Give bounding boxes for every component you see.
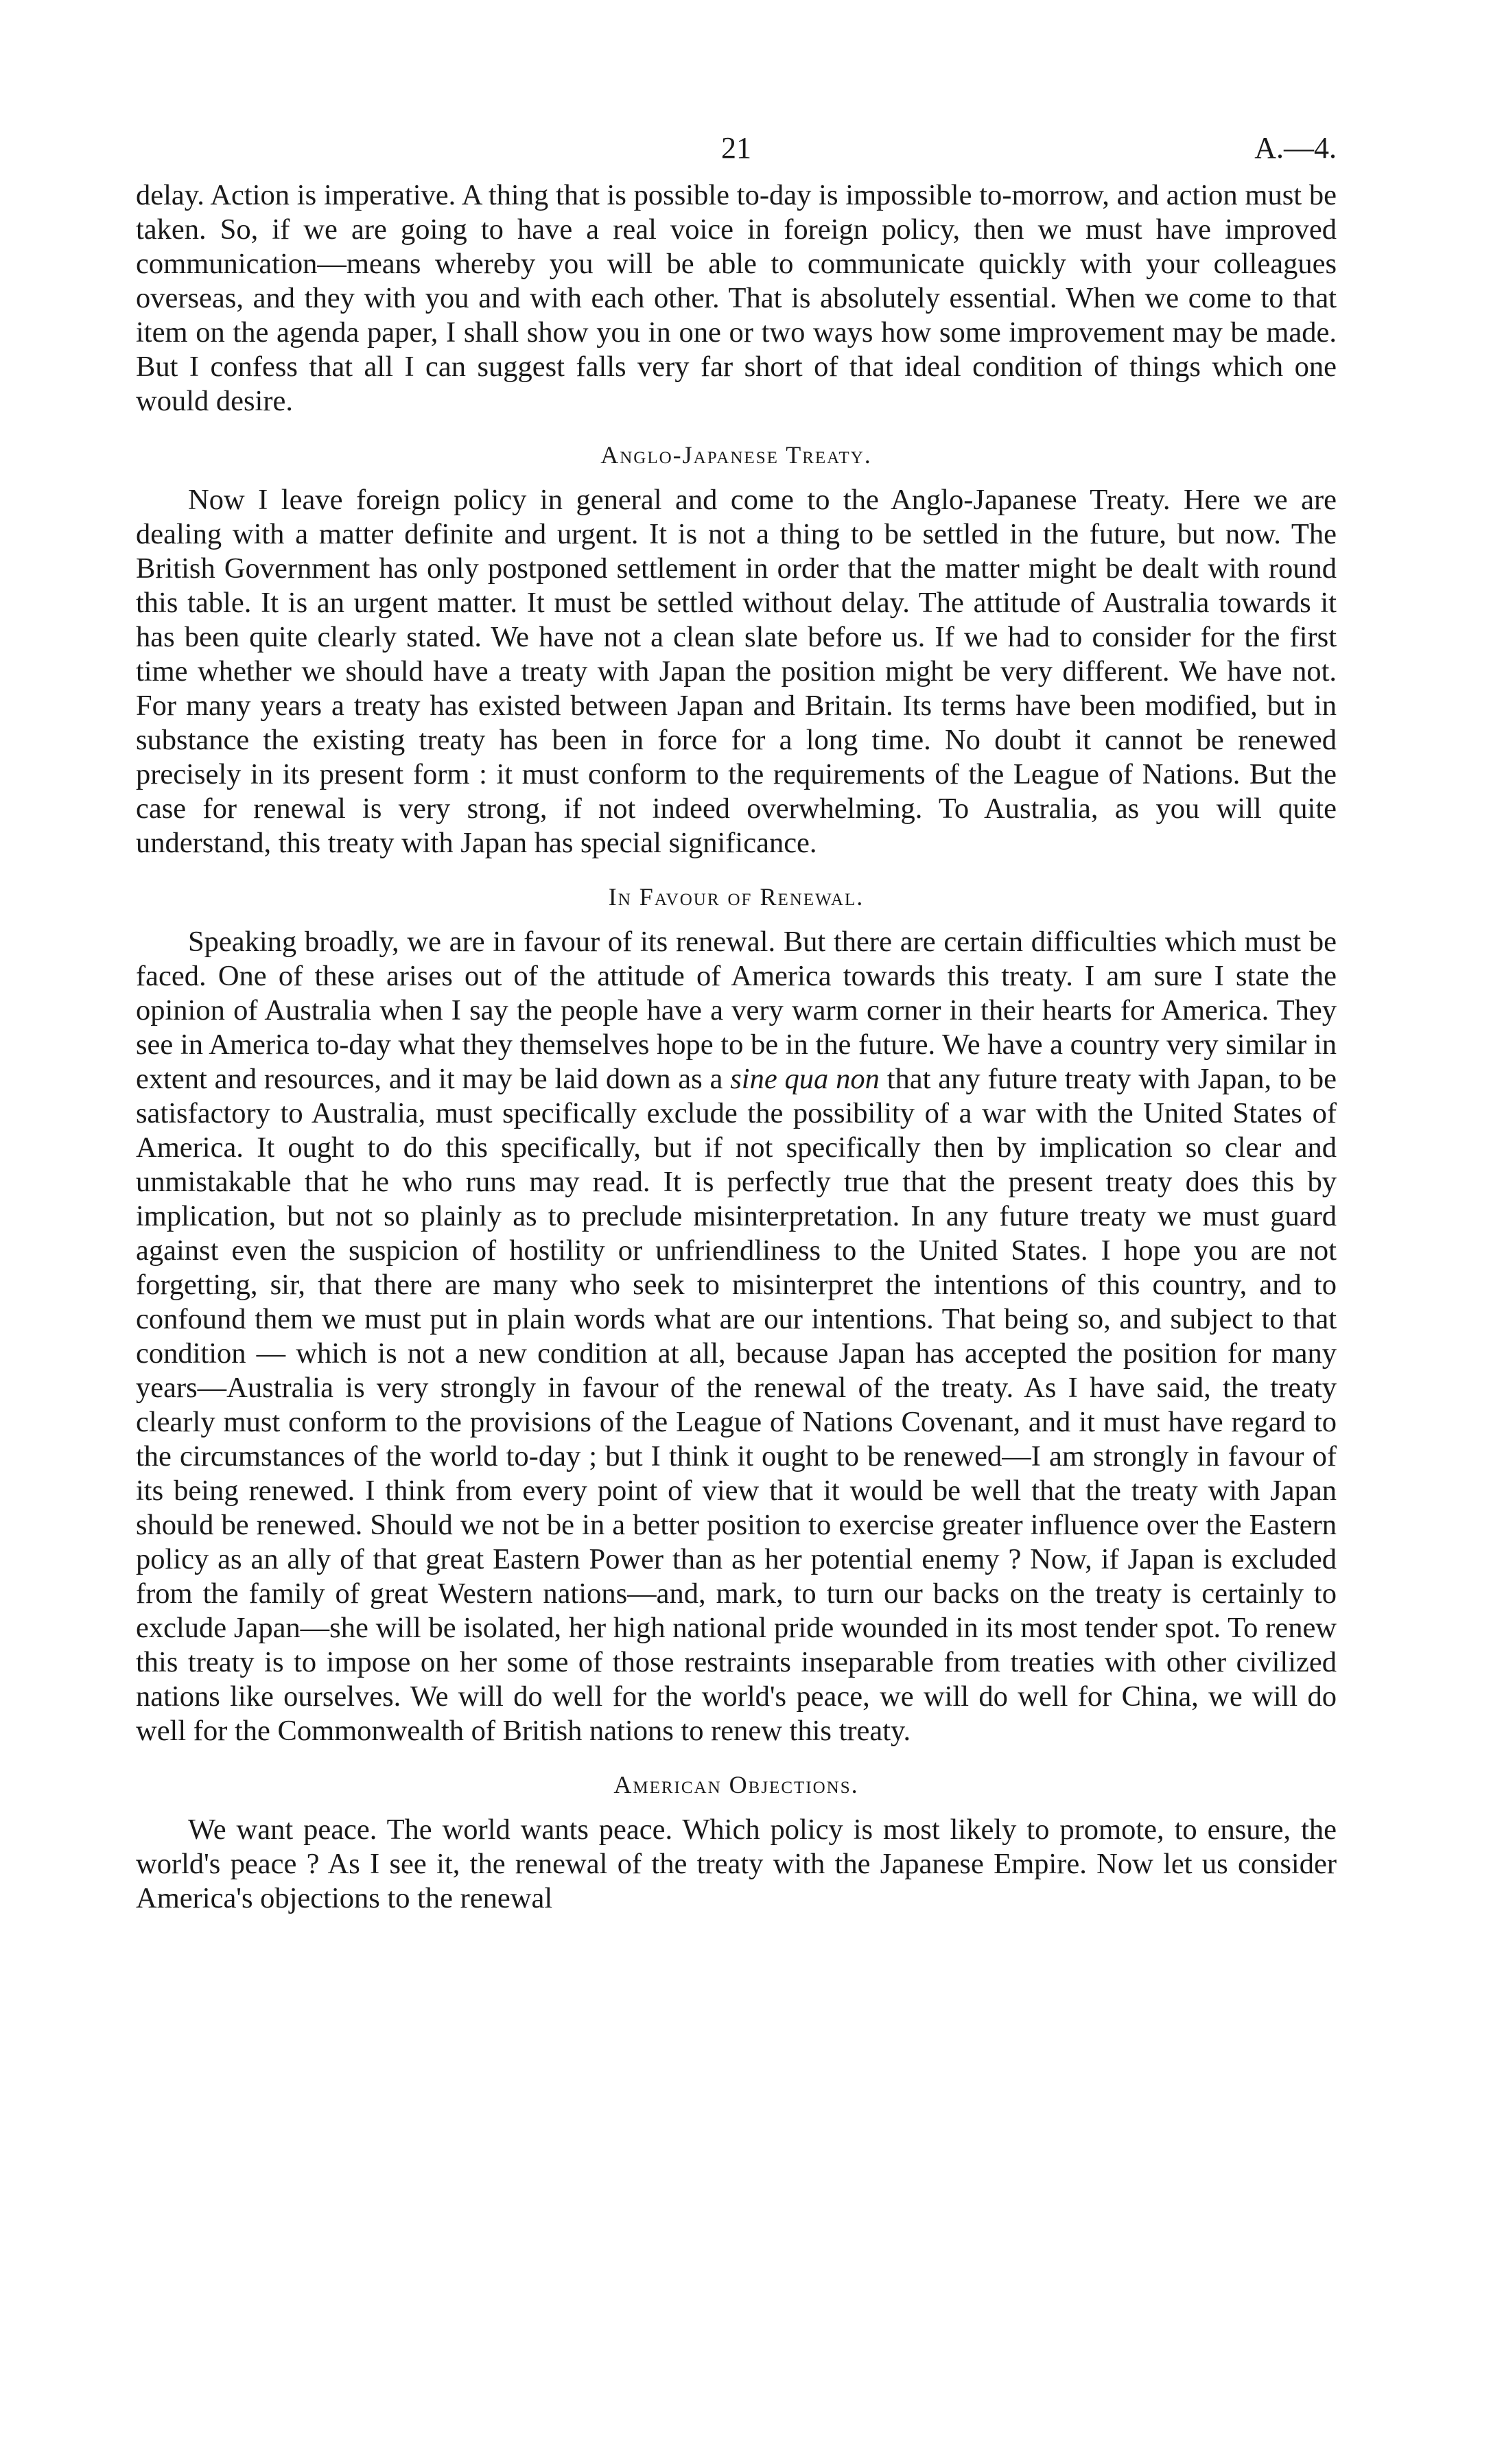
- document-reference: A.—4.: [1254, 131, 1337, 165]
- page-number: 21: [721, 131, 751, 165]
- anglo-japanese-paragraph: Now I leave foreign policy in general and come to the Anglo-Japanese Treaty. Here we are dealing with a matter definite and urgent. It is not a thing to be settled in the future, but now. The British Government has only postponed settlement in order that the matter might be dealt with round this table. It is an urgent matter. It must be settled without delay. The attitude of Australia towards it has been quite clearly stated. We have not a clean slate before us. If we had to consider for the first time whether we should have a treaty with Japan the position might be very different. We have not. For many years a treaty has existed between Japan and Britain. Its terms have been modified, but in substance the existing treaty has been in force for a long time. No doubt it cannot be renewed precisely in its present form : it must conform to the requirements of the League of Nations. But the case for renewal is very strong, if not indeed overwhelming. To Australia, as you will quite understand, this treaty with Japan has special significance.: [136, 484, 1337, 859]
- section-heading-in-favour-of-renewal: In Favour of Renewal.: [608, 883, 865, 911]
- intro-paragraph: delay. Action is imperative. A thing that is possible to-day is impossible to-morrow, and action must be taken. So, if we are going to have a real voice in foreign policy, then we must have improved communication—means whereby you will be able to communicate quickly with your colleagues overseas, and they with you and with each other. That is absolutely essential. When we come to that item on the agenda paper, I shall show you in one or two ways how some improvement may be made. But I confess that all I can suggest falls very far short of that ideal condition of things which one would desire.: [136, 179, 1337, 417]
- document-page: [136, 130, 1337, 1916]
- american-objections-paragraph: We want peace. The world wants peace. Which policy is most likely to promote, to ensure, the world's peace ? As I see it, the renewal of the treaty with the Japanese Empire. Now let us consider America's objections to the renewal: [136, 1814, 1337, 1914]
- page-header: [136, 130, 1337, 178]
- renewal-text-part-2: that any future treaty with Japan, to be satisfactory to Australia, must specifically exclude the possibility of a war with the United States of America. It ought to do this specifically, but if not specifically then by implication so clear and unmistakable that he who runs may read. It is perfectly true that the present treaty does this by implication, but not so plainly as to preclude misinterpretation. In any future treaty we must guard against even the suspicion of hostility or unfriendliness to the United States. I hope you are not forgetting, sir, that there are many who seek to misinterpret the intentions of this country, and to confound them we must put in plain words what are our intentions. That being so, and subject to that condition — which is not a new condition at all, because Japan has accepted the position for many years—Australia is very strongly in favour of the renewal of the treaty. As I have said, the treaty clearly must conform to the provisions of the League of Nations Covenant, and it must have regard to the circumstances of the world to-day ; but I think it ought to be renewed—I am strongly in favour of its being renewed. I think from every point of view that it would be well that the treaty with Japan should be renewed. Should we not be in a better position to exercise greater influence over the Eastern policy as an ally of that great Eastern Power than as her potential enemy ? Now, if Japan is excluded from the family of great Western nations—and, mark, to turn our backs on the treaty is certainly to exclude Japan—she will be isolated, her high national pride wounded in its most tender spot. To renew this treaty is to impose on her some of those restraints inseparable from treaties with other civilized nations like ourselves. We will do well for the world's peace, we will do well for China, we will do well for the Commonwealth of British nations to renew this treaty.: [136, 1063, 1337, 1747]
- section-heading-anglo-japanese-treaty: Anglo-Japanese Treaty.: [600, 441, 872, 469]
- renewal-paragraph: [136, 925, 1337, 1748]
- section-heading-american-objections: American Objections.: [613, 1771, 859, 1798]
- renewal-italic-phrase: sine qua non: [730, 1063, 880, 1095]
- renewal-text-part-1: Speaking broadly, we are in favour of its renewal. But there are certain difficulties which must be faced. One of these arises out of the attitude of America towards this treaty. I am sure I state the opinion of Australia when I say the people have a very warm corner in their hearts for America. They see in America to-day what they themselves hope to be in the future. We have a country very similar in extent and resources, and it may be laid down as a: [136, 926, 1337, 1095]
